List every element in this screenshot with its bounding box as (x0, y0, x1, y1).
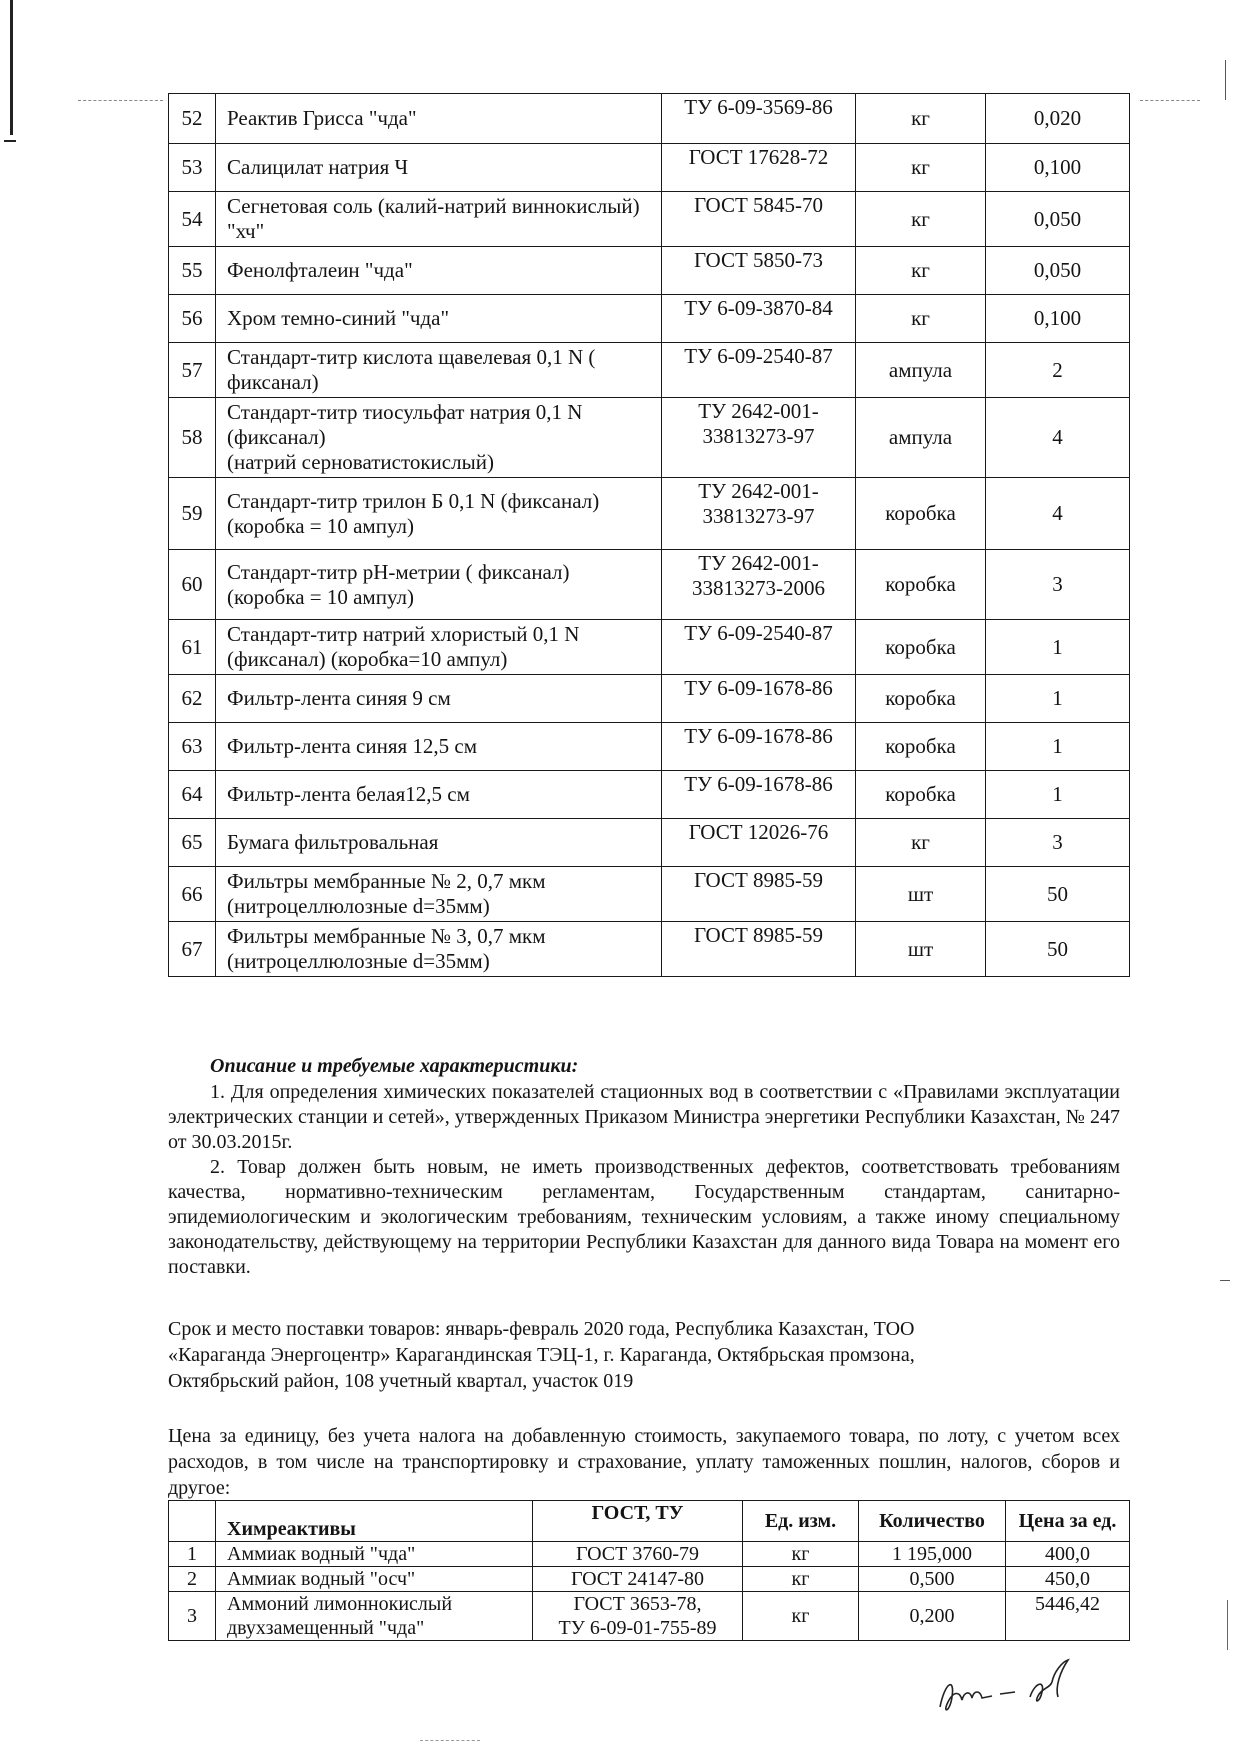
reagent-standard: ГОСТ 8985-59 (662, 922, 856, 977)
row-number: 62 (169, 675, 216, 723)
reagent-unit: кг (856, 94, 986, 144)
table-row (169, 398, 1130, 478)
reagent-name: Аммоний лимоннокислый двухзамещенный "чда" (216, 1592, 533, 1641)
reagent-quantity: 0,050 (986, 192, 1130, 247)
table-row (169, 1567, 1130, 1592)
description-title: Описание и требуемые характеристики: (210, 1055, 579, 1077)
reagent-standard: ГОСТ 3760-79 (533, 1542, 743, 1567)
reagent-name: Стандарт-титр трилон Б 0,1 N (фиксанал) (коробка = 10 ампул) (216, 478, 662, 550)
reagent-standard: ТУ 2642-001- 33813273-97 (662, 398, 856, 478)
reagent-quantity: 0,500 (859, 1567, 1006, 1592)
reagent-quantity: 50 (986, 922, 1130, 977)
reagent-standard: ТУ 6-09-3569-86 (662, 94, 856, 144)
reagent-name: Бумага фильтровальная (216, 819, 662, 867)
row-number: 57 (169, 343, 216, 398)
reagent-quantity: 0,020 (986, 94, 1130, 144)
scan-edge-line (1225, 60, 1226, 100)
reagent-quantity: 0,050 (986, 247, 1130, 295)
reagent-unit: кг (743, 1567, 859, 1592)
reagent-name: Фильтры мембранные № 3, 0,7 мкм (нитроцеллюлозные d=35мм) (216, 922, 662, 977)
reagent-unit: кг (856, 192, 986, 247)
reagent-standard: ГОСТ 17628-72 (662, 144, 856, 192)
reagent-quantity: 4 (986, 478, 1130, 550)
reagent-name: Стандарт-титр кислота щавелевая 0,1 N ( фиксанал) (216, 343, 662, 398)
table-row (169, 192, 1130, 247)
delivery-line: «Караганда Энергоцентр» Карагандинская ТЭЦ-1, г. Караганда, Октябрьская промзона, (168, 1344, 915, 1366)
delivery-line: Октябрьский район, 108 учетный квартал, участок 019 (168, 1370, 634, 1392)
unit-price: 400,0 (1006, 1542, 1130, 1567)
table-row (169, 1542, 1130, 1567)
reagent-standard: ТУ 6-09-1678-86 (662, 771, 856, 819)
reagent-quantity: 4 (986, 398, 1130, 478)
reagent-unit: ампула (856, 398, 986, 478)
reagent-quantity: 3 (986, 819, 1130, 867)
reagent-unit: коробка (856, 620, 986, 675)
reagent-unit: коробка (856, 771, 986, 819)
price-table (168, 1500, 1130, 1641)
table-row (169, 247, 1130, 295)
reagent-name: Аммиак водный "чда" (216, 1542, 533, 1567)
signature-icon (930, 1652, 1100, 1722)
reagent-standard: ГОСТ 5850-73 (662, 247, 856, 295)
reagent-name: Стандарт-титр натрий хлористый 0,1 N (фиксанал) (коробка=10 ампул) (216, 620, 662, 675)
reagent-name: Фильтр-лента синяя 12,5 см (216, 723, 662, 771)
row-number: 58 (169, 398, 216, 478)
row-number: 64 (169, 771, 216, 819)
scan-dash (78, 100, 163, 101)
reagent-name: Сегнетовая соль (калий-натрий виннокислый) "хч" (216, 192, 662, 247)
row-number: 66 (169, 867, 216, 922)
delivery-terms (168, 1316, 1068, 1394)
table-row (169, 1592, 1130, 1641)
reagent-quantity: 0,100 (986, 144, 1130, 192)
reagent-standard: ГОСТ 8985-59 (662, 867, 856, 922)
row-number: 59 (169, 478, 216, 550)
reagent-unit: коробка (856, 723, 986, 771)
reagent-name: Фильтры мембранные № 2, 0,7 мкм (нитроцеллюлозные d=35мм) (216, 867, 662, 922)
reagent-standard: ТУ 2642-001- 33813273-97 (662, 478, 856, 550)
description-text (168, 1080, 1120, 1280)
reagent-standard: ГОСТ 5845-70 (662, 192, 856, 247)
row-number: 61 (169, 620, 216, 675)
reagent-quantity: 1 195,000 (859, 1542, 1006, 1567)
table-row (169, 478, 1130, 550)
reagent-standard: ГОСТ 24147-80 (533, 1567, 743, 1592)
row-number: 63 (169, 723, 216, 771)
table-row (169, 819, 1130, 867)
header-num (169, 1501, 216, 1542)
scan-edge-mark (1220, 1280, 1230, 1281)
table-row (169, 723, 1130, 771)
reagent-quantity: 3 (986, 550, 1130, 620)
reagent-quantity: 1 (986, 723, 1130, 771)
reagent-name: Фильтр-лента синяя 9 см (216, 675, 662, 723)
scan-dash (1140, 100, 1200, 101)
row-number: 2 (169, 1567, 216, 1592)
reagent-name: Аммиак водный "осч" (216, 1567, 533, 1592)
reagent-quantity: 1 (986, 620, 1130, 675)
table-row (169, 550, 1130, 620)
reagent-name: Хром темно-синий "чда" (216, 295, 662, 343)
reagent-standard: ТУ 6-09-1678-86 (662, 723, 856, 771)
reagent-standard: ГОСТ 3653-78, ТУ 6-09-01-755-89 (533, 1592, 743, 1641)
row-number: 53 (169, 144, 216, 192)
row-number: 1 (169, 1542, 216, 1567)
delivery-line: Срок и место поставки товаров: январь-февраль 2020 года, Республика Казахстан, ТОО (168, 1318, 915, 1340)
reagent-unit: кг (743, 1542, 859, 1567)
unit-price: 5446,42 (1006, 1592, 1130, 1641)
reagent-name: Салицилат натрия Ч (216, 144, 662, 192)
row-number: 3 (169, 1592, 216, 1641)
price-table-header (169, 1501, 1130, 1542)
reagent-standard: ТУ 6-09-1678-86 (662, 675, 856, 723)
reagent-unit: коробка (856, 550, 986, 620)
reagent-unit: коробка (856, 478, 986, 550)
reagent-quantity: 0,200 (859, 1592, 1006, 1641)
reagent-unit: кг (743, 1592, 859, 1641)
reagent-unit: шт (856, 922, 986, 977)
price-intro: Цена за единицу, без учета налога на добавленную стоимость, закупаемого товара, по лоту, с учетом всех расходов, в том числе на транспортировку и страхование, уплату таможенных пошлин, налогов, сборов и другое: (168, 1425, 1120, 1499)
table-row (169, 343, 1130, 398)
table-row (169, 675, 1130, 723)
reagent-quantity: 2 (986, 343, 1130, 398)
description-paragraph-1: 1. Для определения химических показателей стационных вод в соответствии с «Правилами эксплуатации электрических станции и сетей», утвержденных Приказом Министра энергетики Республики Казахстан, № 247 от 30.03.2015г. (168, 1081, 1120, 1153)
table-row (169, 620, 1130, 675)
scan-edge-mark (4, 140, 16, 142)
table-row (169, 94, 1130, 144)
reagent-unit: кг (856, 144, 986, 192)
row-number: 52 (169, 94, 216, 144)
header-price: Цена за ед. (1006, 1501, 1130, 1542)
reagent-standard: ТУ 2642-001- 33813273-2006 (662, 550, 856, 620)
scan-edge-line (10, 0, 13, 135)
row-number: 54 (169, 192, 216, 247)
reagent-standard: ТУ 6-09-2540-87 (662, 620, 856, 675)
scan-edge-line (1227, 1600, 1228, 1650)
table-row (169, 771, 1130, 819)
reagent-unit: ампула (856, 343, 986, 398)
reagent-name: Реактив Грисса "чда" (216, 94, 662, 144)
reagent-standard: ТУ 6-09-2540-87 (662, 343, 856, 398)
reagent-unit: коробка (856, 675, 986, 723)
reagent-name: Фильтр-лента белая12,5 см (216, 771, 662, 819)
header-name: Химреактивы (216, 1501, 533, 1542)
unit-price: 450,0 (1006, 1567, 1130, 1592)
row-number: 55 (169, 247, 216, 295)
table-row (169, 295, 1130, 343)
reagent-unit: кг (856, 295, 986, 343)
row-number: 56 (169, 295, 216, 343)
header-qty: Количество (859, 1501, 1006, 1542)
table-row (169, 144, 1130, 192)
reagent-quantity: 50 (986, 867, 1130, 922)
reagents-table (168, 93, 1130, 977)
reagent-quantity: 0,100 (986, 295, 1130, 343)
reagent-unit: кг (856, 819, 986, 867)
reagent-unit: шт (856, 867, 986, 922)
reagent-name: Стандарт-титр рН-метрии ( фиксанал) (коробка = 10 ампул) (216, 550, 662, 620)
scan-dash (420, 1740, 480, 1741)
reagent-unit: кг (856, 247, 986, 295)
reagent-quantity: 1 (986, 675, 1130, 723)
reagent-name: Фенолфталеин "чда" (216, 247, 662, 295)
row-number: 65 (169, 819, 216, 867)
reagent-standard: ТУ 6-09-3870-84 (662, 295, 856, 343)
header-unit: Ед. изм. (743, 1501, 859, 1542)
table-row (169, 867, 1130, 922)
reagent-quantity: 1 (986, 771, 1130, 819)
header-std: ГОСТ, ТУ (533, 1501, 743, 1542)
reagent-standard: ГОСТ 12026-76 (662, 819, 856, 867)
reagent-name: Стандарт-титр тиосульфат натрия 0,1 N (фиксанал) (натрий серноватистокислый) (216, 398, 662, 478)
row-number: 67 (169, 922, 216, 977)
row-number: 60 (169, 550, 216, 620)
description-paragraph-2: 2. Товар должен быть новым, не иметь производственных дефектов, соответствовать требованиям качества, нормативно-техническим регламентам, Государственным стандартам, санитарно-эпидемиологическим и экологическим требованиям, техническим условиям, а также иному специальному законодательству, действующему на территории Республики Казахстан для данного вида Товара на момент его поставки. (168, 1156, 1120, 1278)
table-row (169, 922, 1130, 977)
